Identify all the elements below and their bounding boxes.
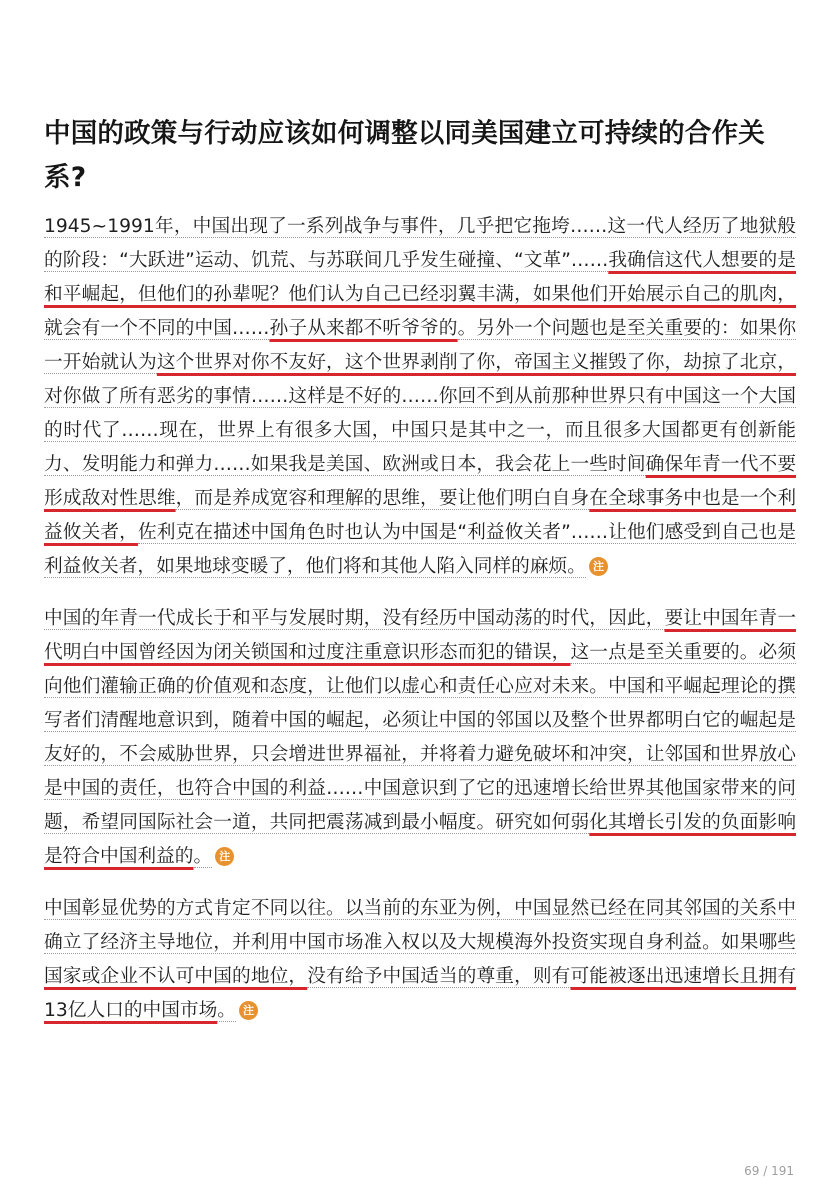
annotated-text: 对你做了所有恶劣的事情……这样是不好的……你回不到从前那种世界只有中国这一个大国的时代了……现在，世界上有很多大国，中国只是其中之一，而且很多大国都更有创新能力、发明能力和弹力……如果我是美国、欧洲或日本，我会花上一些时间 [44, 386, 796, 475]
highlighted-text: 我确信这代人想要的是和平崛起，但他们的孙辈呢？他们认为自己已经羽翼丰满，如果他们开始展示自己的肌肉， [44, 250, 796, 305]
document-page [44, 112, 796, 1046]
annotated-text: 没有给予中国适当的尊重，则有 [307, 966, 571, 987]
annotated-text: ，而是养成宽容和理解的思维，要让他们明白自身 [175, 488, 590, 509]
page-number: 69 / 191 [744, 1164, 794, 1178]
footnote-badge[interactable]: 注 [239, 1001, 258, 1020]
highlighted-text: 可能被逐出迅速增长且拥有13亿人口的中国市场 [44, 966, 797, 1021]
paragraph [44, 210, 796, 584]
highlighted-text: 在全球事务中也是一个利益攸关者， [44, 488, 797, 543]
annotated-text: 中国的年青一代成长于和平与发展时期，没有经历中国动荡的时代，因此， [44, 608, 665, 629]
annotated-text: 就会有一个不同的中国…… [44, 318, 270, 339]
annotated-text: 。 [193, 846, 213, 867]
highlighted-text: 要让中国年青一代明白中国曾经因为闭关锁国和过度注重意识形态而犯的错误， [44, 608, 797, 663]
document-body [44, 210, 796, 1028]
footnote-badge[interactable]: 注 [215, 847, 234, 866]
annotated-text: 这一点是至关重要的。必须向他们灌输正确的价值观和态度，让他们以虚心和责任心应对未来。中国和平崛起理论的撰写者们清醒地意识到，随着中国的崛起，必须让中国的邻国以及整个世界都明白它的崛起是友好的，不会威胁世界，只会增进世界福祉，并将着力避免破坏和冲突，让邻国和世界放心是中国的责任，也符合中国的利益……中国意识到了它的迅速增长给世界其他国家带来的问题，希望同国际社会一道，共同把震荡减到最小幅度。研究如何弱 [44, 642, 797, 833]
annotated-text: 佐利克在描述中国角色时也认为中国是“利益攸关者”……让他们感受到自己也是利益攸关者，如果地球变暖了，他们将和其他人陷入同样的麻烦。 [44, 522, 797, 577]
highlighted-text: 孙子从来都不听爷爷的 [269, 318, 458, 339]
highlighted-text: 这个世界对你不友好，这个世界剥削了你，帝国主义摧毁了你，劫掠了北京， [156, 352, 797, 373]
page-title: 中国的政策与行动应该如何调整以同美国建立可持续的合作关系? [44, 118, 765, 193]
highlighted-text: 化其增长引发的负面影响是符合中国利益的 [44, 812, 797, 867]
annotated-text: 中国彰显优势的方式肯定不同以往。以当前的东亚为例，中国显然已经在同其邻国的关系中确立了经济主导地位，并利用中国市场准入权以及大规模海外投资实现自身利益。如果哪些 [44, 898, 796, 953]
footnote-badge[interactable]: 注 [589, 557, 608, 576]
highlighted-text: 确保年青一代不要形成敌对性思维 [44, 454, 797, 509]
paragraph [44, 602, 796, 874]
annotated-text: 。另外一个问题也是至关重要的：如果你一开始就认为 [44, 318, 797, 373]
annotated-text: 。 [217, 1000, 236, 1021]
paragraph [44, 892, 796, 1028]
highlighted-text: 国家或企业不认可中国的地位， [44, 966, 308, 987]
annotated-text: 1945~1991年，中国出现了一系列战争与事件，几乎把它拖垮……这一代人经历了地狱般的阶段：“大跃进”运动、饥荒、与苏联间几乎发生碰撞、“文革”…… [44, 216, 796, 271]
